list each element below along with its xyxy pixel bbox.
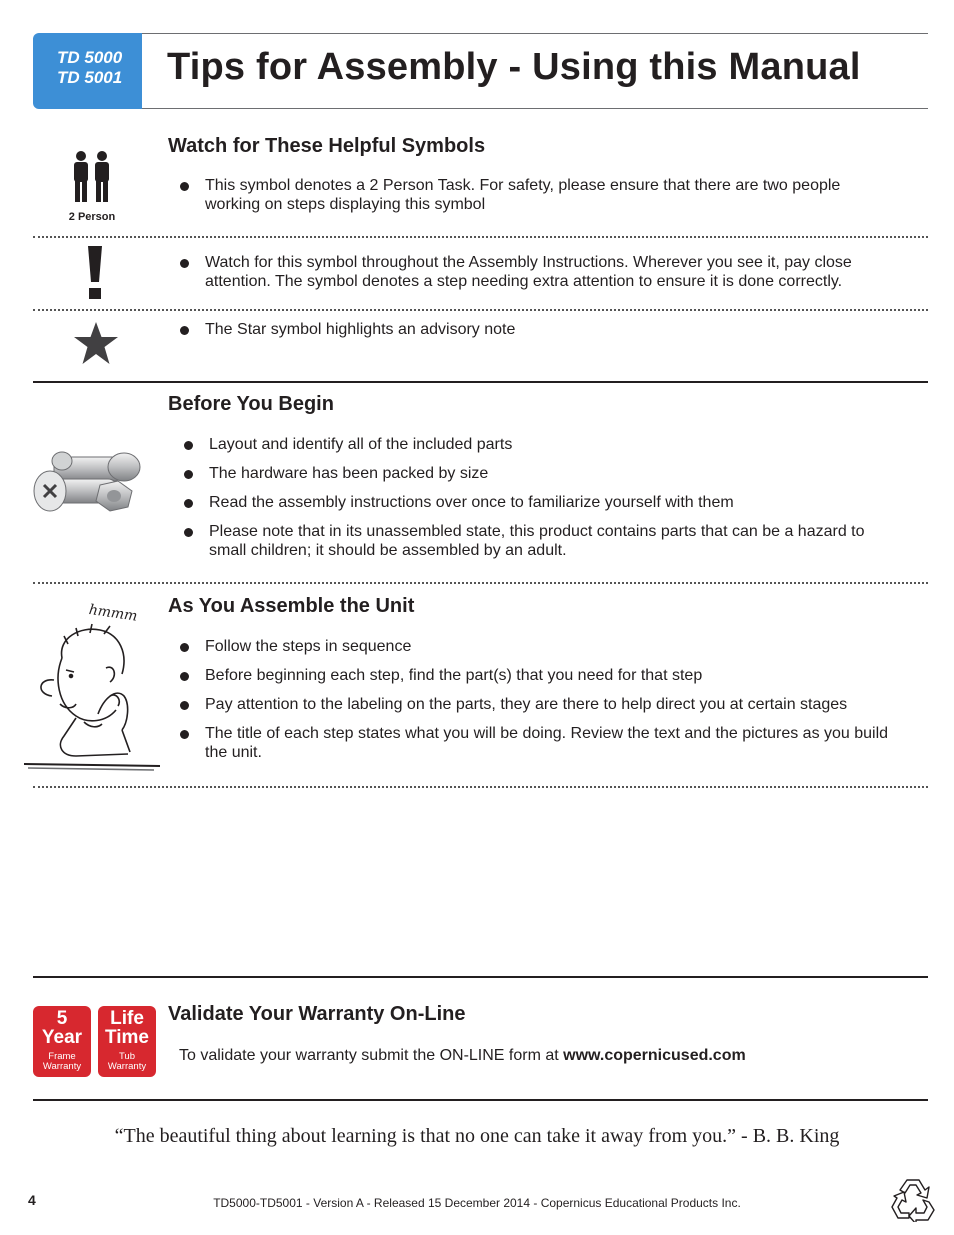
two-person-list bbox=[179, 176, 899, 224]
list-item: Before beginning each step, find the part(s) that you need for that step bbox=[179, 666, 909, 685]
badge-small-text: Warranty bbox=[42, 1061, 82, 1072]
before-you-begin-heading: Before You Begin bbox=[168, 393, 334, 415]
list-item: Please note that in its unassembled state, this product contains parts that can be a hazard to small children; it should be assembled by an adult. bbox=[183, 522, 903, 560]
badge-small-text: Warranty bbox=[107, 1061, 147, 1072]
list-item: The title of each step states what you will be doing. Review the text and the pictures as you build the unit. bbox=[179, 724, 909, 762]
lifetime-warranty-badge bbox=[98, 1006, 156, 1077]
quote: “The beautiful thing about learning is that no one can take it away from you.” - B. B. King bbox=[114, 1125, 840, 1147]
list-item: This symbol denotes a 2 Person Task. For safety, please ensure that there are two people working on steps displaying this symbol bbox=[179, 176, 899, 214]
warranty-text: To validate your warranty submit the ON-LINE form at bbox=[179, 1047, 564, 1064]
warranty-heading: Validate Your Warranty On-Line bbox=[168, 1003, 466, 1025]
star-list bbox=[179, 320, 899, 349]
five-year-warranty-badge bbox=[33, 1006, 91, 1077]
list-item: Pay attention to the labeling on the parts, they are there to help direct you at certain stages bbox=[179, 695, 909, 714]
as-you-assemble-heading: As You Assemble the Unit bbox=[168, 595, 415, 617]
section-divider bbox=[33, 381, 928, 383]
recycle-icon bbox=[889, 1176, 937, 1222]
list-item: The hardware has been packed by size bbox=[183, 464, 903, 483]
model-number-1: TD 5000 bbox=[57, 48, 123, 67]
hardware-bolts-icon bbox=[28, 445, 144, 523]
list-item: Layout and identify all of the included parts bbox=[183, 435, 903, 454]
before-you-begin-list bbox=[183, 435, 903, 570]
model-number-2: TD 5001 bbox=[57, 68, 123, 87]
symbols-heading: Watch for These Helpful Symbols bbox=[168, 135, 486, 157]
badge-big-text: 5 bbox=[56, 1008, 68, 1029]
badge-big-text: Year bbox=[41, 1027, 83, 1048]
exclamation-icon bbox=[86, 246, 104, 300]
model-number-tab bbox=[33, 33, 142, 109]
list-item: Watch for this symbol throughout the Assembly Instructions. Wherever you see it, pay close attention. The symbol denotes a step needing extra attention to ensure it is done correctly. bbox=[179, 253, 909, 291]
badge-big-text: Life bbox=[110, 1008, 144, 1029]
star-icon bbox=[73, 321, 119, 365]
badge-small-text: Frame bbox=[48, 1051, 76, 1062]
badge-small-text: Tub bbox=[118, 1051, 136, 1062]
list-item: Follow the steps in sequence bbox=[179, 637, 909, 656]
page-number: 4 bbox=[28, 1192, 36, 1208]
thinking-person-illustration bbox=[24, 618, 164, 773]
header-top-rule bbox=[142, 33, 928, 34]
two-person-icon bbox=[71, 150, 113, 204]
dotted-divider bbox=[33, 236, 928, 238]
badge-big-text: Time bbox=[104, 1027, 149, 1048]
dotted-divider bbox=[33, 786, 928, 788]
dotted-divider bbox=[33, 309, 928, 311]
warranty-instructions bbox=[179, 1047, 746, 1065]
list-item: The Star symbol highlights an advisory note bbox=[179, 320, 899, 339]
thinking-text: hmmm bbox=[87, 602, 139, 625]
attention-list bbox=[179, 253, 909, 301]
two-person-caption: 2 Person bbox=[68, 211, 116, 223]
header-bottom-rule bbox=[142, 108, 928, 109]
page-title: Tips for Assembly - Using this Manual bbox=[167, 46, 861, 88]
warranty-url-link[interactable]: www.copernicused.com bbox=[563, 1047, 746, 1064]
section-divider bbox=[33, 1099, 928, 1101]
dotted-divider bbox=[33, 582, 928, 584]
release-info: TD5000-TD5001 - Version A - Released 15 December 2014 - Copernicus Educational Products Inc. bbox=[213, 1196, 741, 1210]
section-divider bbox=[33, 976, 928, 978]
list-item: Read the assembly instructions over once to familiarize yourself with them bbox=[183, 493, 903, 512]
as-you-assemble-list bbox=[179, 637, 909, 772]
